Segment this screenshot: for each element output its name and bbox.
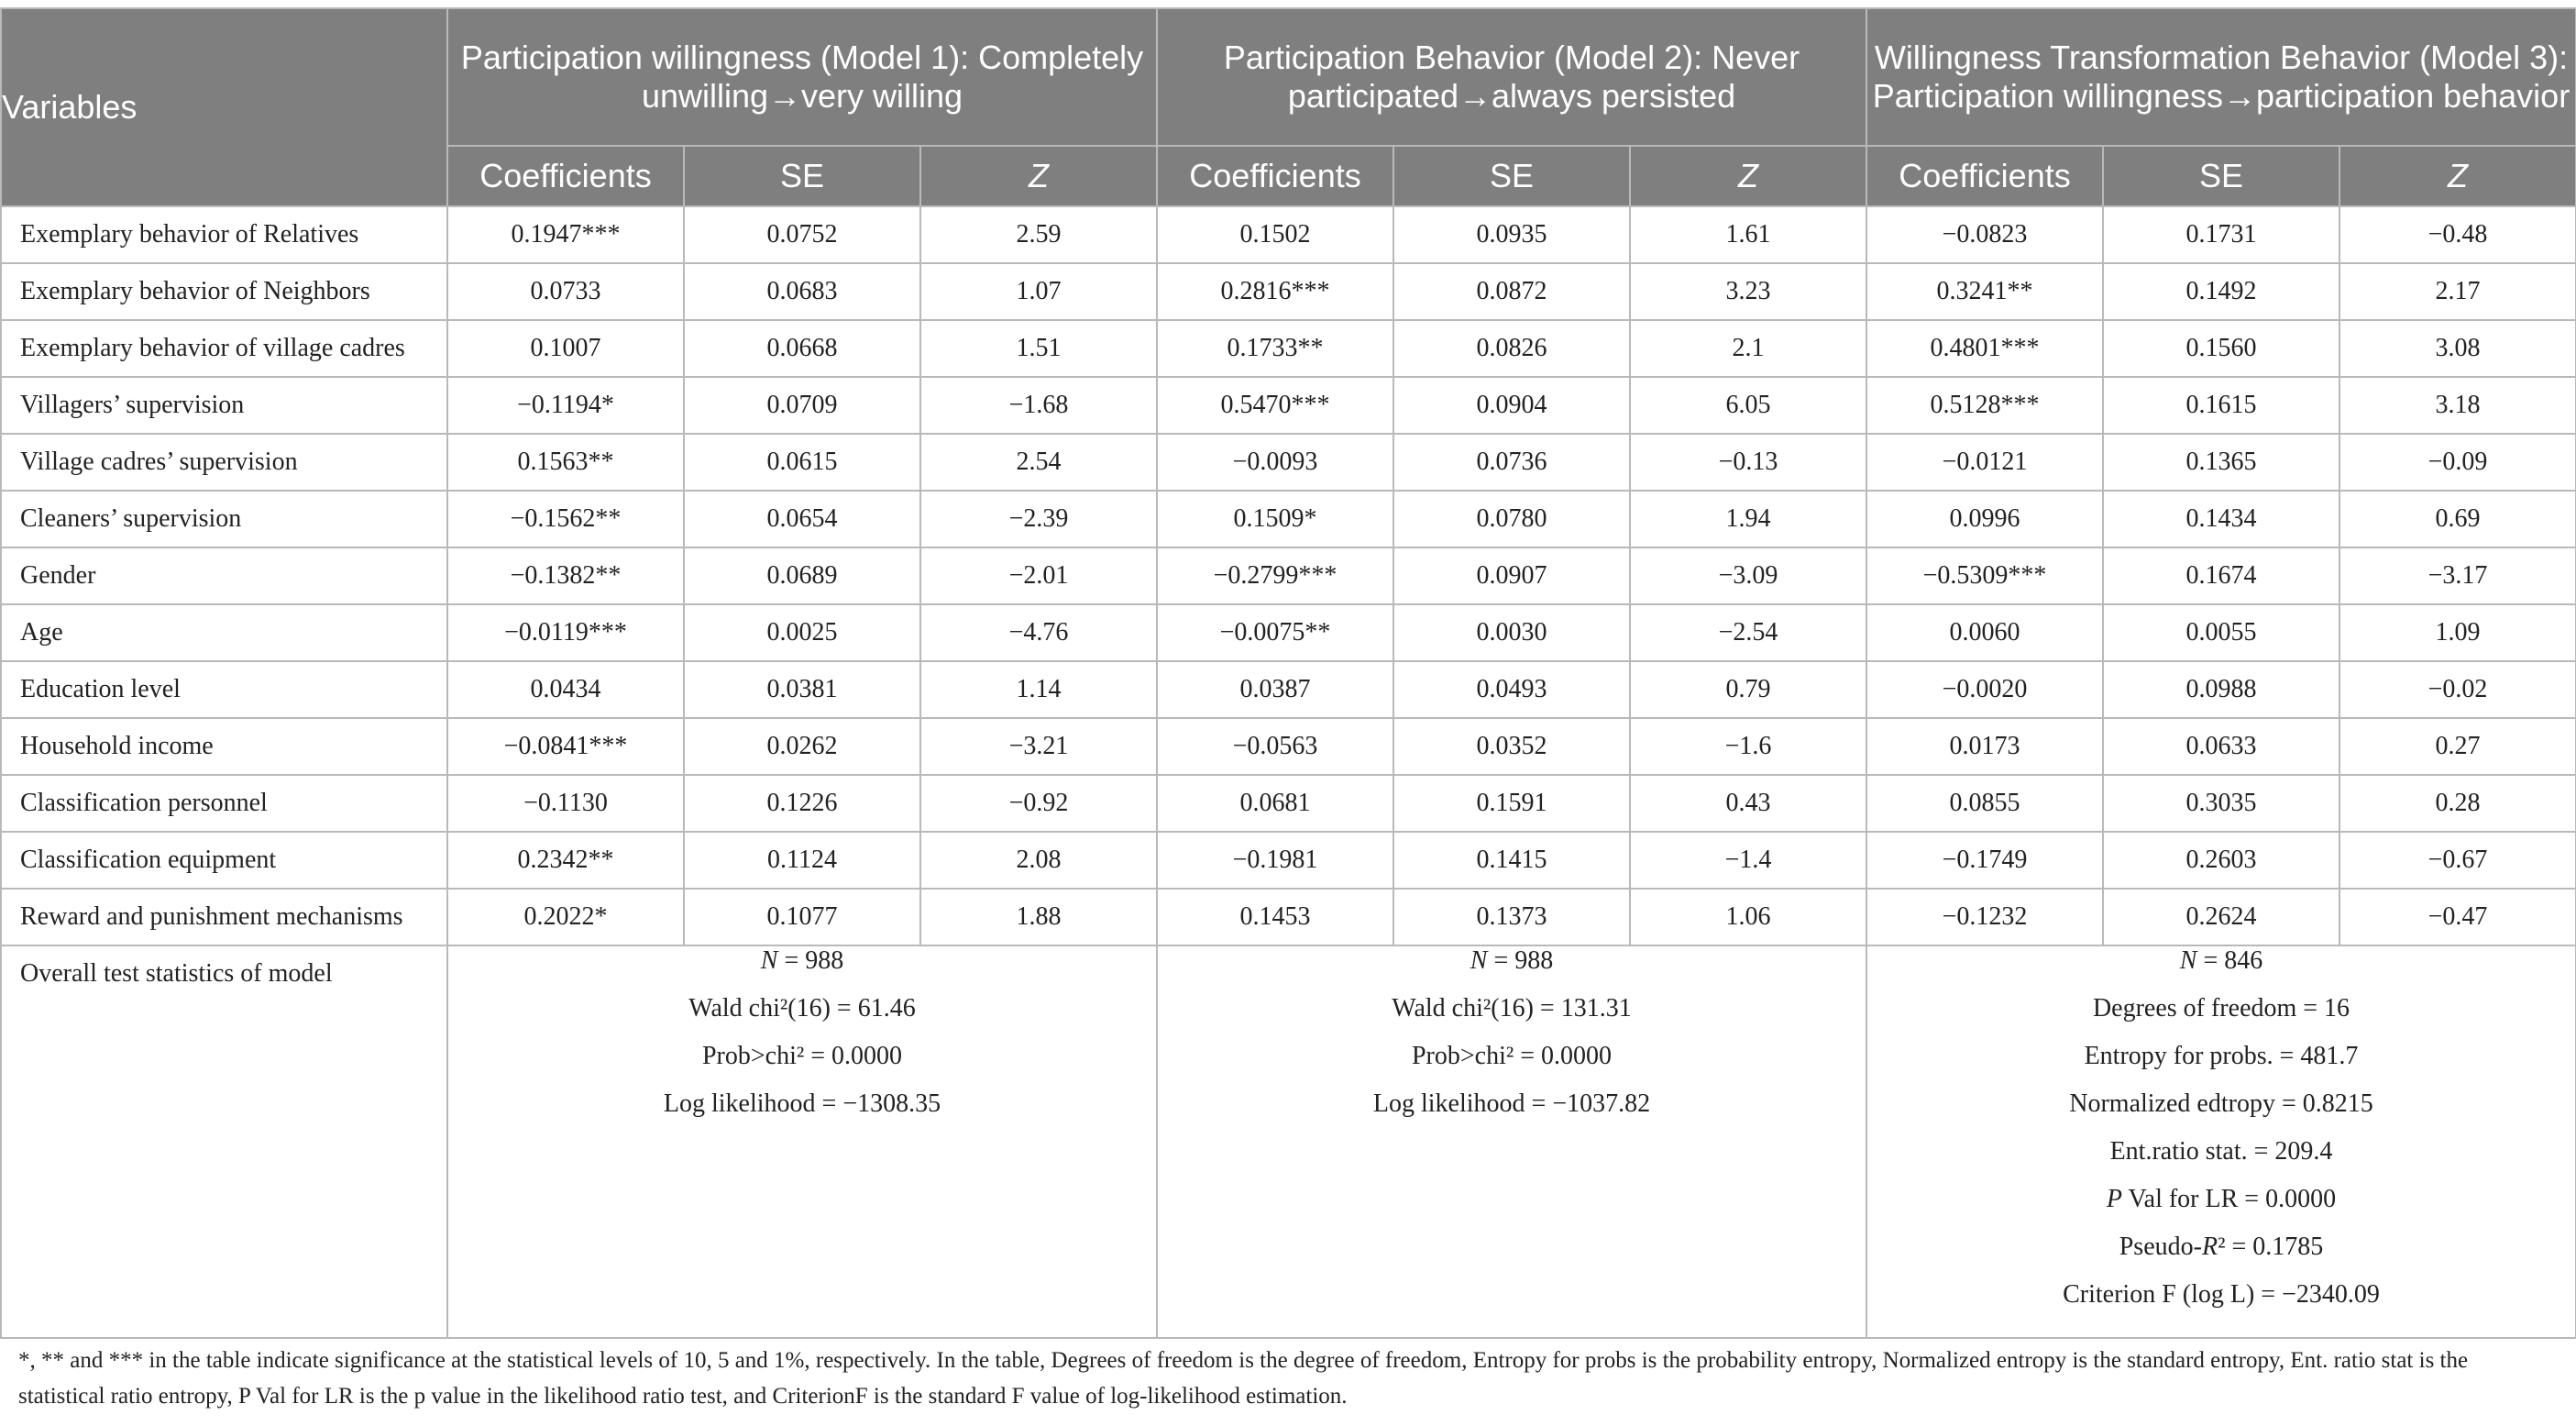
m3-z-header: Z: [2339, 146, 2576, 206]
m1-coef-cell: 0.1563**: [447, 434, 684, 491]
m2-coef-cell: −0.0075**: [1157, 604, 1393, 661]
m2-se-cell: 0.0780: [1393, 491, 1630, 547]
m2-se-cell: 0.1373: [1393, 889, 1630, 945]
m1-coef-cell: −0.1194*: [447, 377, 684, 434]
m2-coef-cell: −0.0093: [1157, 434, 1393, 491]
m3-se-cell: 0.1674: [2103, 547, 2339, 604]
m3-se-cell: 0.0633: [2103, 718, 2339, 775]
variables-header: Variables: [1, 8, 447, 206]
m1-se-cell: 0.0262: [684, 718, 920, 775]
m1-z-cell: 1.07: [920, 263, 1157, 320]
m1-loglik: Log likelihood = −1308.35: [663, 1089, 941, 1118]
m1-se-cell: 0.0709: [684, 377, 920, 434]
m2-se-cell: 0.0493: [1393, 661, 1630, 718]
m3-coef-cell: −0.0121: [1866, 434, 2103, 491]
m3-se-cell: 0.1434: [2103, 491, 2339, 547]
m3-se-cell: 0.1492: [2103, 263, 2339, 320]
m2-coef-cell: 0.1502: [1157, 206, 1393, 263]
m2-z-cell: −1.6: [1630, 718, 1866, 775]
m2-n: N = 988: [1470, 946, 1554, 975]
m3-se-cell: 0.2603: [2103, 832, 2339, 889]
m2-z-header: Z: [1630, 146, 1866, 206]
variable-name: Exemplary behavior of village cadres: [1, 320, 447, 377]
m2-coef-cell: 0.1509*: [1157, 491, 1393, 547]
m2-z-cell: 3.23: [1630, 263, 1866, 320]
m1-se-cell: 0.0683: [684, 263, 920, 320]
m2-coef-cell: 0.1733**: [1157, 320, 1393, 377]
m3-se-cell: 0.2624: [2103, 889, 2339, 945]
variable-name: Gender: [1, 547, 447, 604]
m3-coef-cell: 0.4801***: [1866, 320, 2103, 377]
m1-wald: Wald chi²(16) = 61.46: [688, 994, 916, 1023]
m2-prob: Prob>chi² = 0.0000: [1411, 1042, 1613, 1070]
m1-coef-cell: −0.0119***: [447, 604, 684, 661]
variable-name: Household income: [1, 718, 447, 775]
m3-coef-cell: 0.0060: [1866, 604, 2103, 661]
m1-se-header: SE: [684, 146, 920, 206]
m1-coef-header: Coefficients: [447, 146, 684, 206]
m1-z-cell: −3.21: [920, 718, 1157, 775]
m3-se-cell: 0.0055: [2103, 604, 2339, 661]
m2-se-cell: 0.1415: [1393, 832, 1630, 889]
m3-se-cell: 0.1560: [2103, 320, 2339, 377]
m1-z-cell: 2.59: [920, 206, 1157, 263]
m2-z-cell: −1.4: [1630, 832, 1866, 889]
m2-coef-cell: 0.0387: [1157, 661, 1393, 718]
m1-n: N = 988: [760, 946, 844, 975]
m1-se-cell: 0.0752: [684, 206, 920, 263]
m3-coef-header: Coefficients: [1866, 146, 2103, 206]
table-row: [1, 604, 2576, 661]
m2-wald: Wald chi²(16) = 131.31: [1392, 994, 1632, 1023]
table-footnote: *, ** and *** in the table indicate significance at the statistical levels of 10, 5 and 1%, respectively. In the table, Degrees of freedom is the degree of freedom, Entropy for probs is the probability entropy, Normalized entropy is the standard entropy, Ent. ratio stat is the statistical ratio entropy, P Val for LR is the p value in the likelihood ratio test, and CriterionF is the standard F value of log-likelihood estimation.: [18, 1348, 2469, 1409]
m3-se-cell: 0.1365: [2103, 434, 2339, 491]
m3-z-cell: 3.18: [2339, 377, 2576, 434]
m1-z-cell: −2.01: [920, 547, 1157, 604]
m2-se-cell: 0.0826: [1393, 320, 1630, 377]
m3-entropy: Entropy for probs. = 481.7: [2084, 1042, 2359, 1070]
m1-se-cell: 0.0025: [684, 604, 920, 661]
variable-name: Villagers’ supervision: [1, 377, 447, 434]
variable-name: Village cadres’ supervision: [1, 434, 447, 491]
m2-z-cell: 1.94: [1630, 491, 1866, 547]
m3-coef-cell: −0.0823: [1866, 206, 2103, 263]
m2-z-cell: 1.61: [1630, 206, 1866, 263]
m1-z-cell: 1.14: [920, 661, 1157, 718]
m3-se-cell: 0.1615: [2103, 377, 2339, 434]
m2-se-cell: 0.0736: [1393, 434, 1630, 491]
model3-header: Willingness Transformation Behavior (Model 3): Participation willingness→participation behavior: [1866, 8, 2576, 146]
m3-z-cell: −0.67: [2339, 832, 2576, 889]
m1-coef-cell: 0.1007: [447, 320, 684, 377]
m1-se-cell: 0.1077: [684, 889, 920, 945]
table-row: [1, 377, 2576, 434]
m3-coef-cell: −0.0020: [1866, 661, 2103, 718]
model2-header: Participation Behavior (Model 2): Never participated→always persisted: [1157, 8, 1866, 146]
m1-se-cell: 0.1124: [684, 832, 920, 889]
m3-z-cell: 0.28: [2339, 775, 2576, 832]
m2-se-cell: 0.0352: [1393, 718, 1630, 775]
m3-se-cell: 0.3035: [2103, 775, 2339, 832]
m2-z-cell: −2.54: [1630, 604, 1866, 661]
m3-coef-cell: 0.0173: [1866, 718, 2103, 775]
variable-name: Age: [1, 604, 447, 661]
m2-coef-cell: 0.5470***: [1157, 377, 1393, 434]
m2-coef-cell: −0.1981: [1157, 832, 1393, 889]
m2-z-cell: 6.05: [1630, 377, 1866, 434]
m3-z-cell: 0.69: [2339, 491, 2576, 547]
m3-coef-cell: 0.0996: [1866, 491, 2103, 547]
m3-z-cell: −0.02: [2339, 661, 2576, 718]
m3-z-cell: 2.17: [2339, 263, 2576, 320]
m3-z-cell: −3.17: [2339, 547, 2576, 604]
m2-coef-header: Coefficients: [1157, 146, 1393, 206]
m3-se-cell: 0.0988: [2103, 661, 2339, 718]
table-row: [1, 206, 2576, 263]
table-row: [1, 434, 2576, 491]
m3-normalized-entropy: Normalized edtropy = 0.8215: [2069, 1089, 2373, 1118]
m3-ent-ratio: Ent.ratio stat. = 209.4: [2109, 1137, 2333, 1166]
m1-coef-cell: 0.0733: [447, 263, 684, 320]
m3-se-cell: 0.1731: [2103, 206, 2339, 263]
table-row: [1, 547, 2576, 604]
model3-stats: [1866, 945, 2576, 1338]
m2-coef-cell: 0.1453: [1157, 889, 1393, 945]
model1-stats: [447, 945, 1157, 1338]
m3-n: N = 846: [2179, 946, 2263, 975]
m1-se-cell: 0.1226: [684, 775, 920, 832]
model1-header: Participation willingness (Model 1): Completely unwilling→very willing: [447, 8, 1157, 146]
m2-se-cell: 0.0904: [1393, 377, 1630, 434]
m3-z-cell: 0.27: [2339, 718, 2576, 775]
m1-coef-cell: 0.2342**: [447, 832, 684, 889]
table-row: [1, 775, 2576, 832]
table-row: [1, 889, 2576, 945]
m2-coef-cell: 0.0681: [1157, 775, 1393, 832]
table-body: [1, 206, 2576, 1338]
m2-se-cell: 0.0907: [1393, 547, 1630, 604]
m1-prob: Prob>chi² = 0.0000: [701, 1042, 903, 1070]
m1-se-cell: 0.0689: [684, 547, 920, 604]
m1-coef-cell: −0.1382**: [447, 547, 684, 604]
variable-name: Education level: [1, 661, 447, 718]
m1-coef-cell: −0.1130: [447, 775, 684, 832]
m2-z-cell: 1.06: [1630, 889, 1866, 945]
m1-z-header: Z: [920, 146, 1157, 206]
m3-pseudo-r2: Pseudo-R² = 0.1785: [2119, 1233, 2324, 1261]
m3-z-cell: −0.48: [2339, 206, 2576, 263]
m3-z-cell: −0.47: [2339, 889, 2576, 945]
m2-z-cell: 0.43: [1630, 775, 1866, 832]
table-row: [1, 320, 2576, 377]
m1-z-cell: −4.76: [920, 604, 1157, 661]
m3-coef-cell: 0.0855: [1866, 775, 2103, 832]
m1-coef-cell: 0.1947***: [447, 206, 684, 263]
m1-se-cell: 0.0381: [684, 661, 920, 718]
table-row: [1, 263, 2576, 320]
m1-z-cell: −2.39: [920, 491, 1157, 547]
m1-z-cell: 1.88: [920, 889, 1157, 945]
m1-se-cell: 0.0654: [684, 491, 920, 547]
m2-se-cell: 0.0030: [1393, 604, 1630, 661]
m1-coef-cell: −0.0841***: [447, 718, 684, 775]
m1-z-cell: 2.54: [920, 434, 1157, 491]
m1-z-cell: −1.68: [920, 377, 1157, 434]
m3-coef-cell: −0.1232: [1866, 889, 2103, 945]
m3-dof: Degrees of freedom = 16: [2092, 994, 2350, 1023]
m2-coef-cell: −0.2799***: [1157, 547, 1393, 604]
m3-z-cell: 1.09: [2339, 604, 2576, 661]
m2-coef-cell: −0.0563: [1157, 718, 1393, 775]
m3-z-cell: 3.08: [2339, 320, 2576, 377]
m1-z-cell: −0.92: [920, 775, 1157, 832]
m3-coef-cell: 0.3241**: [1866, 263, 2103, 320]
variable-name: Exemplary behavior of Relatives: [1, 206, 447, 263]
m1-z-cell: 2.08: [920, 832, 1157, 889]
m2-se-cell: 0.0872: [1393, 263, 1630, 320]
m3-coef-cell: 0.5128***: [1866, 377, 2103, 434]
m1-se-cell: 0.0615: [684, 434, 920, 491]
m3-criterion: Criterion F (log L) = −2340.09: [2063, 1280, 2380, 1309]
variable-name: Reward and punishment mechanisms: [1, 889, 447, 945]
variable-name: Exemplary behavior of Neighbors: [1, 263, 447, 320]
m2-se-header: SE: [1393, 146, 1630, 206]
overall-stats-row: [1, 945, 2576, 1338]
m2-z-cell: −3.09: [1630, 547, 1866, 604]
m2-loglik: Log likelihood = −1037.82: [1372, 1089, 1651, 1118]
variable-name: Cleaners’ supervision: [1, 491, 447, 547]
m1-coef-cell: 0.2022*: [447, 889, 684, 945]
table-row: [1, 718, 2576, 775]
m1-coef-cell: −0.1562**: [447, 491, 684, 547]
m3-coef-cell: −0.5309***: [1866, 547, 2103, 604]
m1-coef-cell: 0.0434: [447, 661, 684, 718]
regression-table: [0, 7, 2576, 1339]
stats-label: Overall test statistics of model: [1, 945, 447, 1338]
m2-z-cell: 2.1: [1630, 320, 1866, 377]
m2-se-cell: 0.1591: [1393, 775, 1630, 832]
variable-name: Classification equipment: [1, 832, 447, 889]
m3-pval: P Val for LR = 0.0000: [2106, 1185, 2337, 1213]
table-row: [1, 832, 2576, 889]
m3-se-header: SE: [2103, 146, 2339, 206]
m2-coef-cell: 0.2816***: [1157, 263, 1393, 320]
table-row: [1, 661, 2576, 718]
m2-z-cell: 0.79: [1630, 661, 1866, 718]
m3-z-cell: −0.09: [2339, 434, 2576, 491]
m2-se-cell: 0.0935: [1393, 206, 1630, 263]
variable-name: Classification personnel: [1, 775, 447, 832]
model2-stats: [1157, 945, 1866, 1338]
m2-z-cell: −0.13: [1630, 434, 1866, 491]
m1-se-cell: 0.0668: [684, 320, 920, 377]
m1-z-cell: 1.51: [920, 320, 1157, 377]
table-row: [1, 491, 2576, 547]
m3-coef-cell: −0.1749: [1866, 832, 2103, 889]
